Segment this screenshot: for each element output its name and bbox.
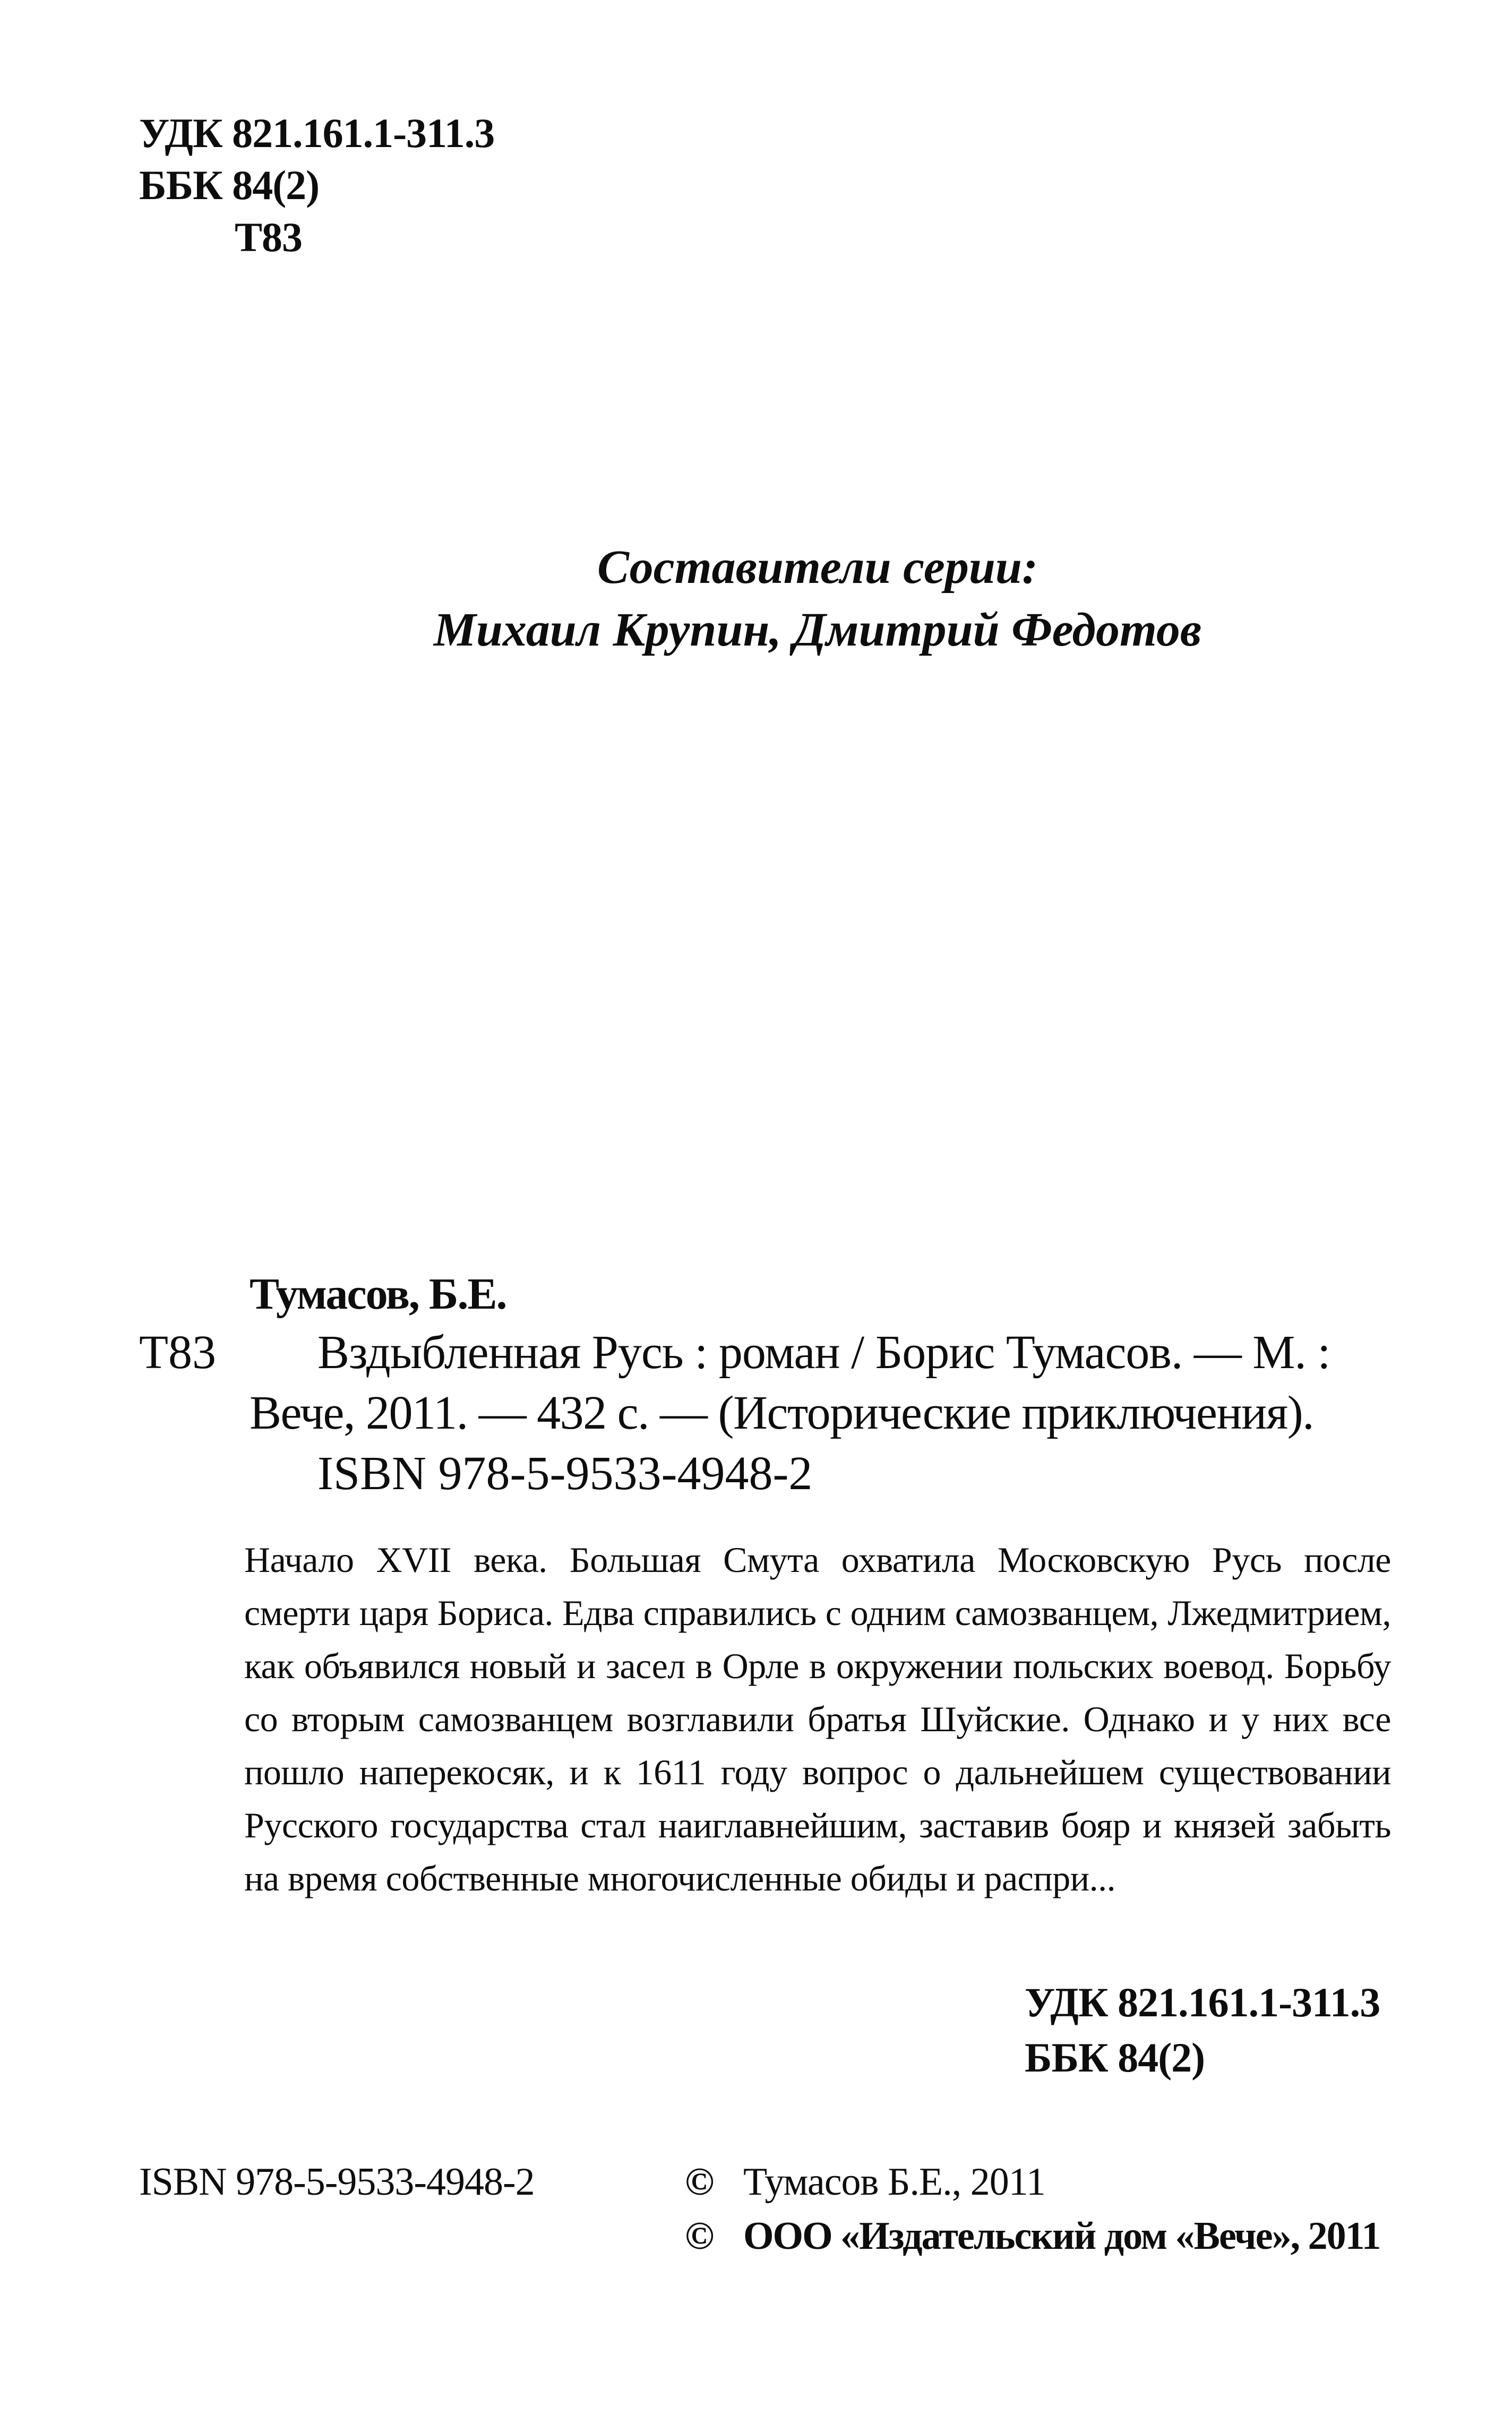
bib-title-line: Вздыбленная Русь : роман / Борис Тумасов. — М. : (317, 1326, 1330, 1379)
copyright-symbol: © (685, 2160, 714, 2204)
copyright-publisher-line (685, 2210, 1380, 2263)
series-compilers (393, 536, 1242, 661)
bbk-code-bottom: ББК 84(2) (1025, 2034, 1205, 2081)
footer-isbn: ISBN 978-5-9533-4948-2 (139, 2160, 535, 2204)
bib-publisher-line: Вече, 2011. — 432 с. — (Исторические приключения). (250, 1387, 1314, 1439)
bib-author: Тумасов, Б.Е. (250, 1269, 506, 1319)
series-compilers-names: Михаил Крупин, Дмитрий Федотов (433, 604, 1202, 656)
bib-author-mark: Т83 (139, 1326, 216, 1379)
copyright-symbol-2: © (685, 2214, 714, 2258)
series-compilers-heading: Составители серии: (597, 541, 1038, 594)
classification-bottom (1025, 1975, 1380, 2085)
copyright-publisher: ООО «Издательский дом «Вече», 2011 (743, 2214, 1380, 2258)
copyright-author-line (685, 2155, 1045, 2208)
bib-isbn: ISBN 978-5-9533-4948-2 (317, 1447, 813, 1500)
annotation: Начало XVII века. Большая Смута охватила Московскую Русь после смерти царя Бориса. Едва справились с одним самозванцем, Лжедмитрием, как объявился новый и засел в Орле в окружении польских воевод. Борьбу со вторым самозванцем возглавили братья Шуйские. Однако и у них все пошло наперекосяк, и к 1611 году вопрос о дальнейшем существовании Русского государства стал наиглавнейшим, заставив бояр и князей забыть на время собственные многочисленные обиды и распри... (244, 1540, 1391, 1898)
udk-code-bottom: УДК 821.161.1-311.3 (1025, 1979, 1380, 2025)
classification-top (139, 107, 494, 263)
author-mark-top: Т83 (235, 214, 303, 260)
copyright-author: Тумасов Б.Е., 2011 (743, 2160, 1045, 2204)
bbk-code-top: ББК 84(2) (139, 162, 320, 208)
udk-code-top: УДК 821.161.1-311.3 (139, 110, 495, 156)
